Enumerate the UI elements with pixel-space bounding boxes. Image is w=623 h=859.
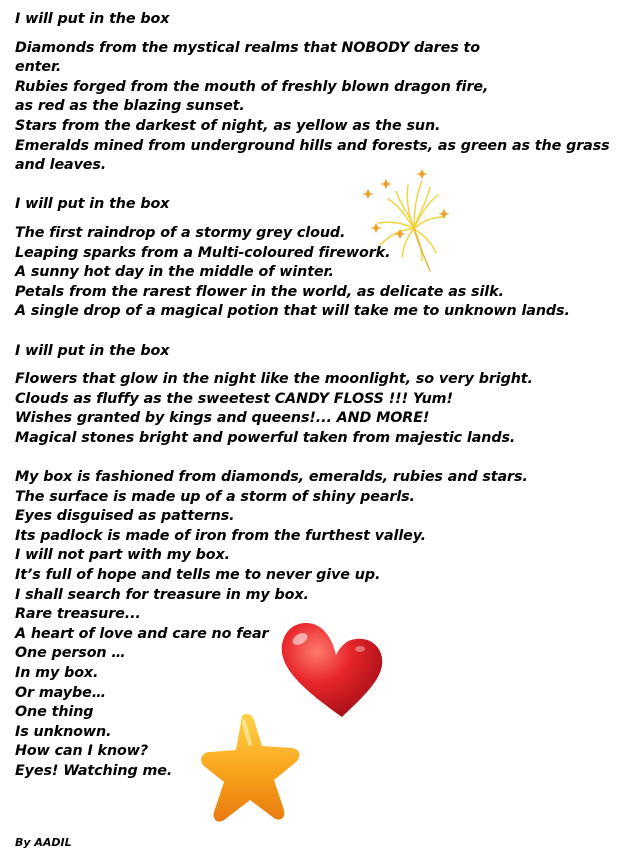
firework-icon [356,165,452,273]
poem-line: Or maybe… [15,684,106,701]
poem-line: Eyes! Watching me. [15,762,173,779]
poem-line: The first raindrop of a stormy grey cloud. [15,224,346,241]
poem-line: Rubies forged from the mouth of freshly blown dragon fire, [15,78,489,95]
poem-line: Flowers that glow in the night like the moonlight, so very bright. [15,371,533,388]
poem-line: Magical stones bright and powerful taken from majestic lands. [15,429,516,446]
heart-icon [276,617,386,722]
stanza-heading: I will put in the box [15,11,170,27]
star-icon [198,710,310,828]
poem-line: Leaping sparks from a Multi-coloured firework. [15,244,391,261]
poem-line: enter. [15,59,62,76]
poem-line: In my box. [15,665,99,681]
poem-line: Rare treasure... [15,606,141,623]
poem-line: Diamonds from the mystical realms that NOBODY dares to [15,39,480,56]
stanza-2 [15,195,615,322]
poem-line: Wishes granted by kings and queens!... AND MORE! [15,410,430,427]
stanza-3 [15,342,615,449]
poem-line: A heart of love and care no fear [15,625,269,642]
author-signature: By AADIL [15,836,72,849]
poem-line: Its padlock is made of iron from the furthest valley. [15,527,426,544]
poem-line: A sunny hot day in the middle of winter. [15,264,334,281]
poem-line: One thing [15,704,94,721]
poem-line: Emeralds mined from underground hills and forests, as green as the grass and leaves. [15,137,610,174]
poem-line: One person … [15,645,126,662]
poem-line: A single drop of a magical potion that will take me to unknown lands. [15,303,570,320]
poem-line: The surface is made up of a storm of shiny pearls. [15,488,415,505]
poem-line: I shall search for treasure in my box. [15,586,309,603]
poem-line: Clouds as fluffy as the sweetest CANDY FLOSS !!! Yum! [15,390,453,407]
poem-line: Eyes disguised as patterns. [15,508,235,525]
poem-line: My box is fashioned from diamonds, emeralds, rubies and stars. [15,469,528,486]
poem-line: as red as the blazing sunset. [15,98,245,115]
stanza-heading: I will put in the box [15,196,170,213]
stanza-heading: I will put in the box [15,342,170,359]
poem-line: It’s full of hope and tells me to never give up. [15,567,381,584]
poem-line: Is unknown. [15,723,112,740]
poem-line: Petals from the rarest flower in the world, as delicate as silk. [15,283,504,300]
poem-line: I will not part with my box. [15,547,230,564]
stanza-1 [15,10,615,176]
poem-line: Stars from the darkest of night, as yellow as the sun. [15,117,441,134]
poem-line: How can I know? [15,743,149,760]
